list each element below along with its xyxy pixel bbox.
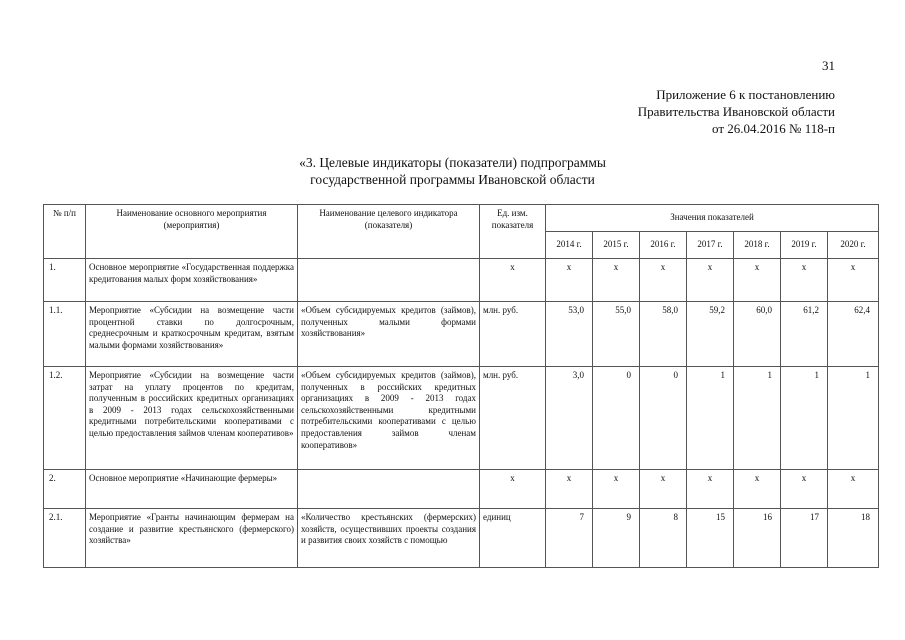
- table-row: [44, 470, 879, 509]
- row-value: 7: [546, 509, 593, 568]
- appendix-line-2: Правительства Ивановской области: [637, 104, 835, 119]
- row-value: 1: [687, 367, 734, 470]
- row-value: x: [546, 470, 593, 509]
- row-value: 1: [828, 367, 879, 470]
- row-value: 53,0: [546, 302, 593, 367]
- table-row: [44, 259, 879, 302]
- title-line-2: государственной программы Ивановской области: [310, 172, 595, 187]
- row-value: x: [687, 470, 734, 509]
- header-year: 2016 г.: [640, 232, 687, 259]
- row-value: 62,4: [828, 302, 879, 367]
- header-year: 2017 г.: [687, 232, 734, 259]
- row-value: 8: [640, 509, 687, 568]
- row-value: 16: [734, 509, 781, 568]
- header-activity: Наименование основного мероприятия (мероприятия): [86, 205, 298, 259]
- row-value: 1: [781, 367, 828, 470]
- row-indicator: [298, 259, 480, 302]
- title-line-1: «3. Целевые индикаторы (показатели) подпрограммы: [299, 155, 606, 170]
- row-value: x: [687, 259, 734, 302]
- header-year: 2015 г.: [593, 232, 640, 259]
- row-value: x: [640, 470, 687, 509]
- table-row: [44, 367, 879, 470]
- row-value: x: [593, 259, 640, 302]
- table-row: [44, 509, 879, 568]
- row-unit: млн. руб.: [480, 367, 546, 470]
- row-num: 2.1.: [44, 509, 86, 568]
- row-value: 59,2: [687, 302, 734, 367]
- row-unit: x: [480, 259, 546, 302]
- row-activity: Основное мероприятие «Начинающие фермеры»: [86, 470, 298, 509]
- appendix-block: [638, 86, 835, 137]
- table-row: [44, 302, 879, 367]
- row-value: 18: [828, 509, 879, 568]
- row-value: x: [781, 470, 828, 509]
- row-num: 1.: [44, 259, 86, 302]
- row-value: x: [734, 259, 781, 302]
- row-value: 17: [781, 509, 828, 568]
- row-indicator: «Объем субсидируемых кредитов (займов), полученных в российских кредитных организациях в 2009 - 2013 годах сельскохозяйственными кредитными потребительскими кооперативами с целью предоставления займов членам кооперативов»: [298, 367, 480, 470]
- row-value: 1: [734, 367, 781, 470]
- row-unit: x: [480, 470, 546, 509]
- row-num: 1.1.: [44, 302, 86, 367]
- appendix-line-1: Приложение 6 к постановлению: [656, 87, 835, 102]
- row-value: 3,0: [546, 367, 593, 470]
- header-num: № п/п: [44, 205, 86, 259]
- row-value: x: [734, 470, 781, 509]
- row-num: 2.: [44, 470, 86, 509]
- header-unit: Ед. изм. показателя: [480, 205, 546, 259]
- row-indicator: «Количество крестьянских (фермерских) хозяйств, осуществивших проекты создания и развития своих хозяйств с помощью: [298, 509, 480, 568]
- document-title: [0, 154, 905, 188]
- row-activity: Мероприятие «Гранты начинающим фермерам на создание и развитие крестьянского (фермерского) хозяйства»: [86, 509, 298, 568]
- appendix-line-3: от 26.04.2016 № 118-п: [712, 121, 835, 136]
- row-value: x: [781, 259, 828, 302]
- row-indicator: [298, 470, 480, 509]
- header-year: 2020 г.: [828, 232, 879, 259]
- row-num: 1.2.: [44, 367, 86, 470]
- row-value: x: [640, 259, 687, 302]
- header-year: 2018 г.: [734, 232, 781, 259]
- header-indicator: Наименование целевого индикатора (показателя): [298, 205, 480, 259]
- row-unit: единиц: [480, 509, 546, 568]
- header-year: 2014 г.: [546, 232, 593, 259]
- row-value: 15: [687, 509, 734, 568]
- indicators-table: [43, 204, 879, 568]
- row-activity: Мероприятие «Субсидии на возмещение части процентной ставки по долгосрочным, среднесрочным и краткосрочным кредитам, взятым малыми формами хозяйствования»: [86, 302, 298, 367]
- row-activity: Основное мероприятие «Государственная поддержка кредитования малых форм хозяйствования»: [86, 259, 298, 302]
- row-unit: млн. руб.: [480, 302, 546, 367]
- row-activity: Мероприятие «Субсидии на возмещение части затрат на уплату процентов по кредитам, полученным в российских кредитных организациях в 2009 - 2013 годах сельскохозяйственными кредитными потребительскими кооперативами с целью предоставления займов членам кооперативов»: [86, 367, 298, 470]
- row-value: x: [593, 470, 640, 509]
- header-year: 2019 г.: [781, 232, 828, 259]
- row-value: 0: [640, 367, 687, 470]
- row-value: 61,2: [781, 302, 828, 367]
- row-value: x: [828, 259, 879, 302]
- row-value: 55,0: [593, 302, 640, 367]
- row-indicator: «Объем субсидируемых кредитов (займов), полученных малыми формами хозяйствования»: [298, 302, 480, 367]
- row-value: x: [828, 470, 879, 509]
- row-value: 60,0: [734, 302, 781, 367]
- row-value: 58,0: [640, 302, 687, 367]
- page-number: 31: [822, 58, 835, 73]
- row-value: x: [546, 259, 593, 302]
- header-values: Значения показателей: [546, 205, 879, 232]
- row-value: 9: [593, 509, 640, 568]
- row-value: 0: [593, 367, 640, 470]
